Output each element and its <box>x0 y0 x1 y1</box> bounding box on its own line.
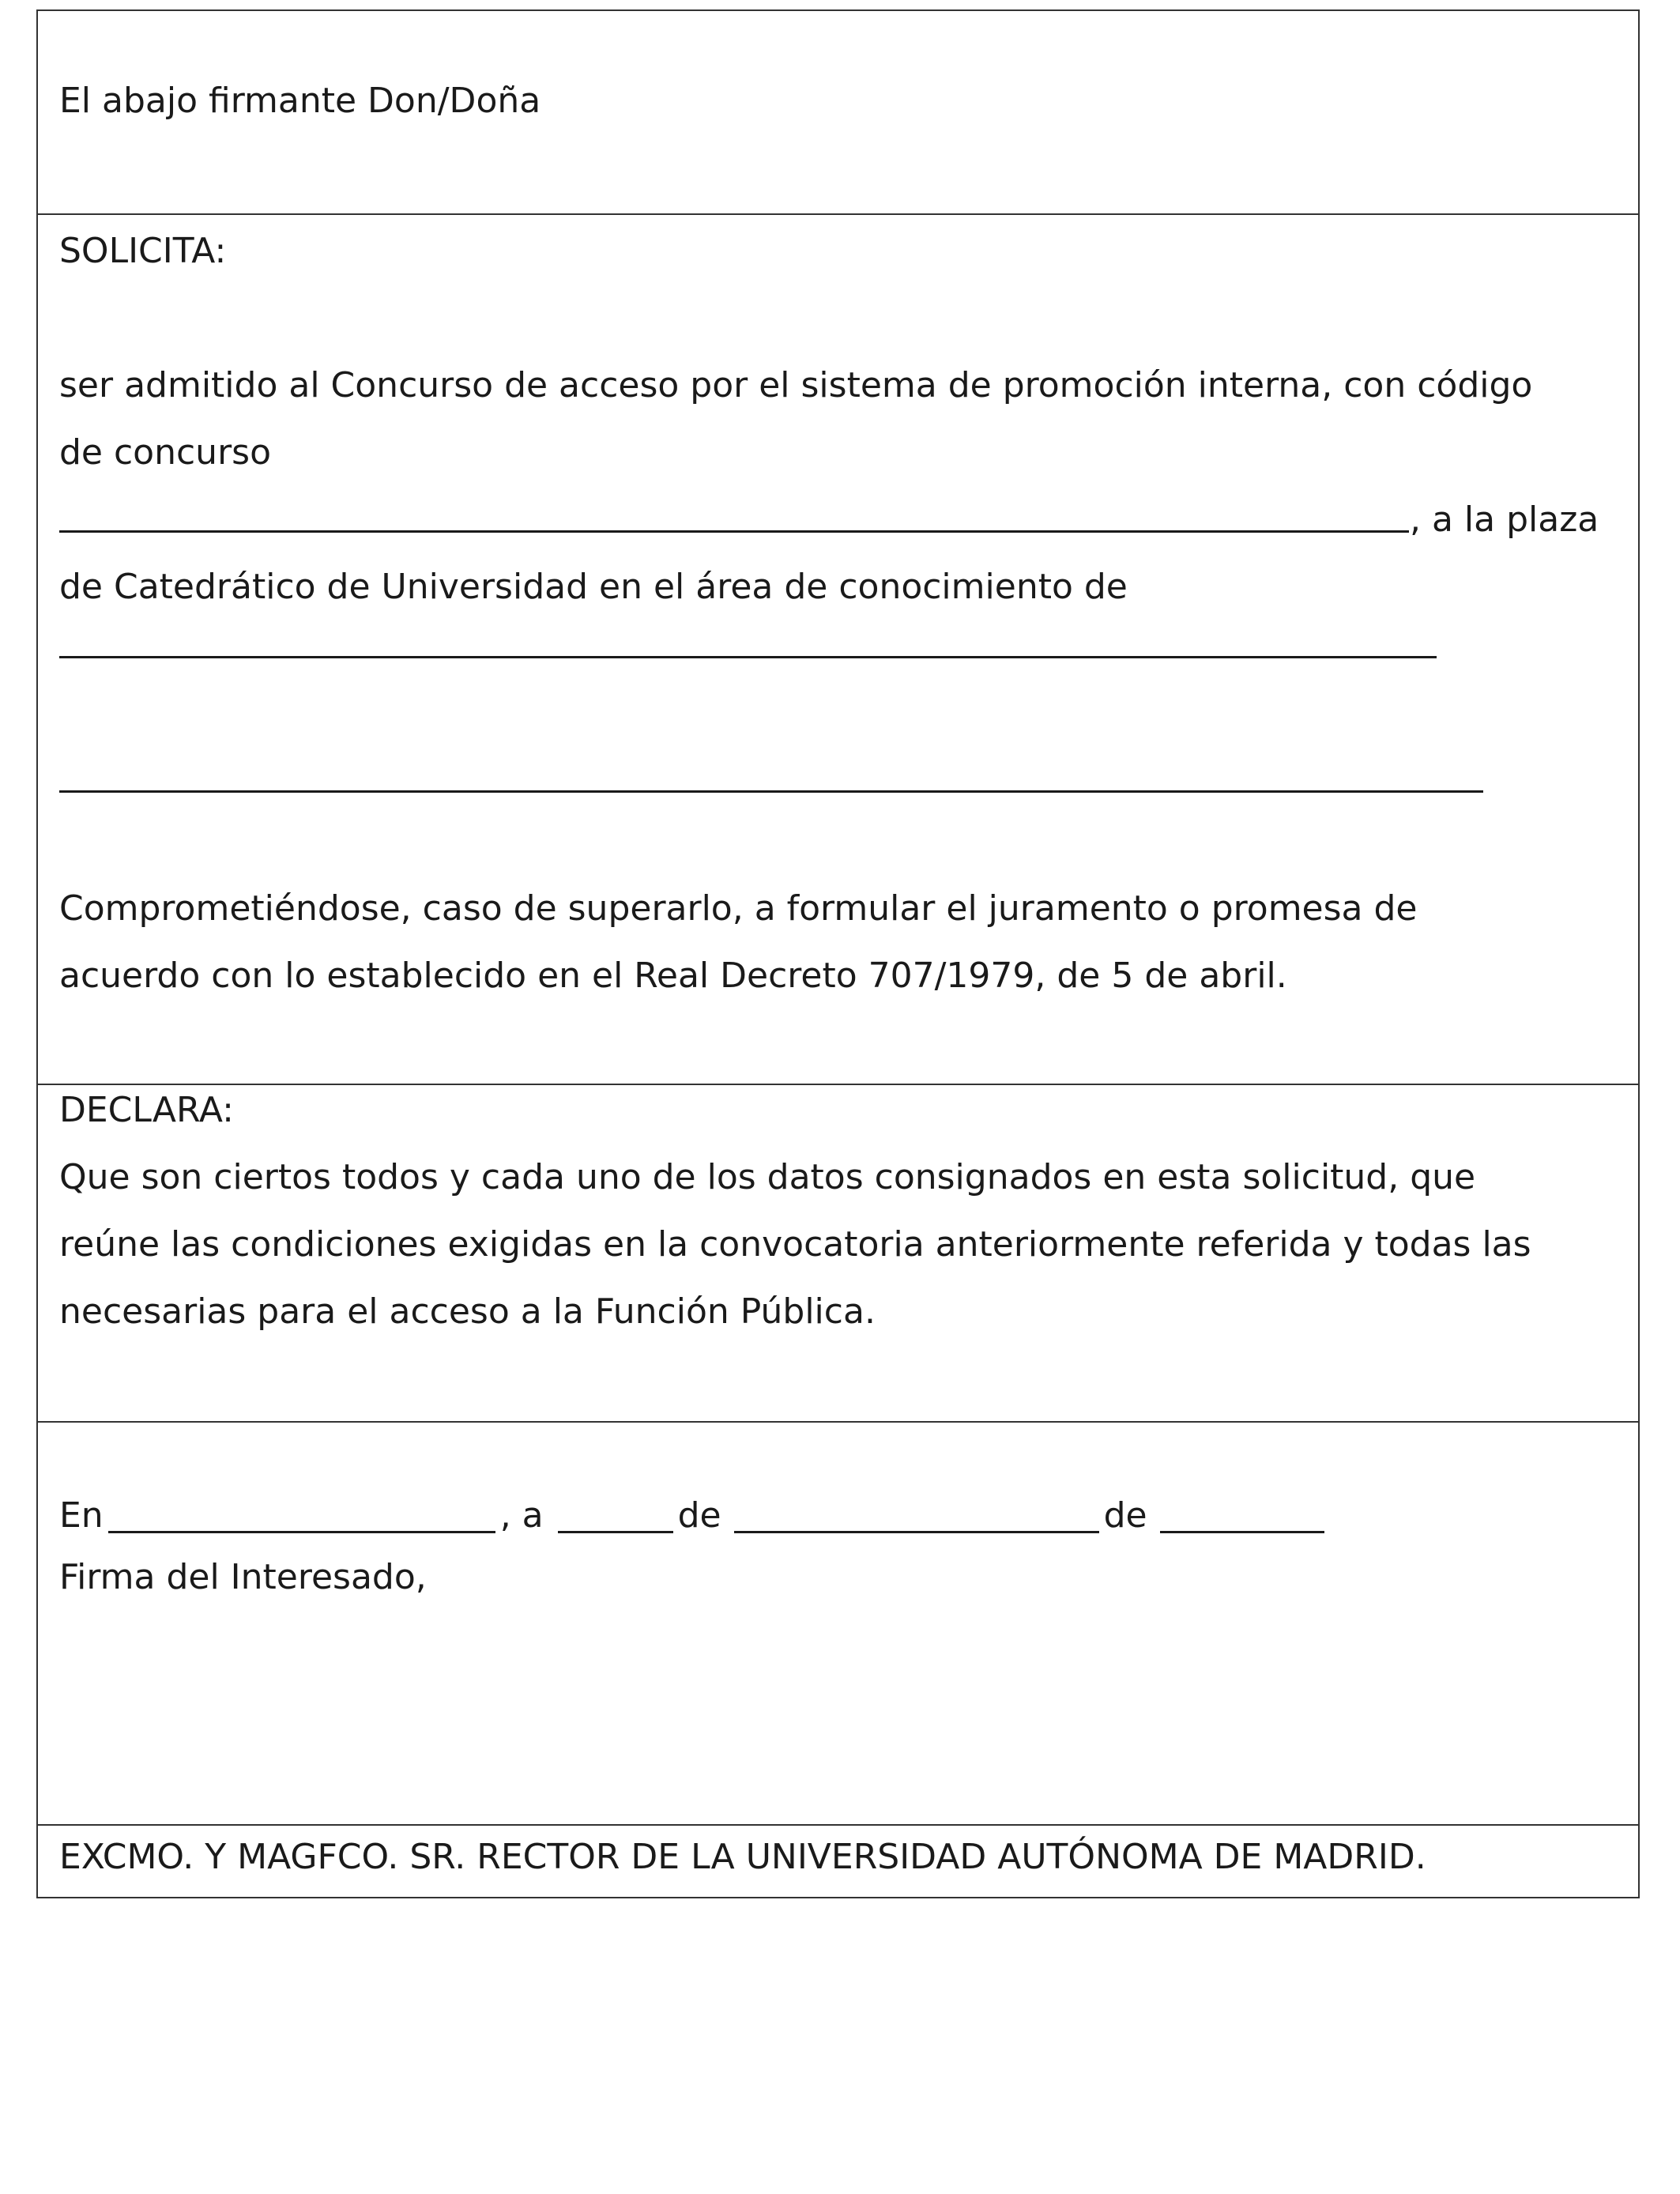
signature-section <box>38 1421 1638 1824</box>
request-heading: SOLICITA: <box>59 231 227 271</box>
year-label: de <box>1103 1495 1147 1536</box>
signature-label: Firma del Interesado, <box>59 1557 427 1597</box>
request-section <box>38 213 1638 1084</box>
addressee-text: EXCMO. Y MAGFCO. SR. RECTOR DE LA UNIVERSIDAD AUTÓNOMA DE MADRID. <box>59 1837 1426 1877</box>
day-label: , a <box>499 1495 544 1536</box>
place-date-row <box>59 1495 1329 1536</box>
declaration-line-3: necesarias para el acceso a la Función Pública. <box>59 1291 876 1332</box>
declaration-section <box>38 1084 1638 1421</box>
request-text-line-2: de concurso <box>59 432 271 473</box>
month-label: de <box>677 1495 721 1536</box>
commitment-line-2: acuerdo con lo establecido en el Real Decreto 707/1979, de 5 de abril. <box>59 956 1287 996</box>
year-field[interactable] <box>1160 1501 1324 1533</box>
commitment-line-1: Comprometiéndose, caso de superarlo, a formular el juramento o promesa de <box>59 888 1418 929</box>
knowledge-area-field-2[interactable] <box>59 790 1483 793</box>
request-text-line-3: , a la plaza <box>1410 499 1599 540</box>
addressee-section <box>38 1824 1638 1898</box>
month-field[interactable] <box>734 1501 1099 1533</box>
contest-code-field[interactable] <box>59 530 1409 533</box>
declaration-line-2: reúne las condiciones exigidas en la convocatoria anteriormente referida y todas las <box>59 1224 1531 1265</box>
declaration-heading: DECLARA: <box>59 1090 234 1130</box>
place-label: En <box>59 1495 104 1536</box>
request-text-line-4: de Catedrático de Universidad en el área de conocimiento de <box>59 567 1128 607</box>
request-text-line-1: ser admitido al Concurso de acceso por el sistema de promoción interna, con código <box>59 365 1533 405</box>
knowledge-area-field-1[interactable] <box>59 656 1437 658</box>
place-field[interactable] <box>108 1501 495 1533</box>
applicant-label: El abajo firmante Don/Doña <box>59 81 541 121</box>
application-form <box>36 9 1640 1898</box>
declaration-line-1: Que son ciertos todos y cada uno de los datos consignados en esta solicitud, que <box>59 1157 1476 1197</box>
applicant-section <box>38 11 1638 213</box>
day-field[interactable] <box>558 1501 673 1533</box>
